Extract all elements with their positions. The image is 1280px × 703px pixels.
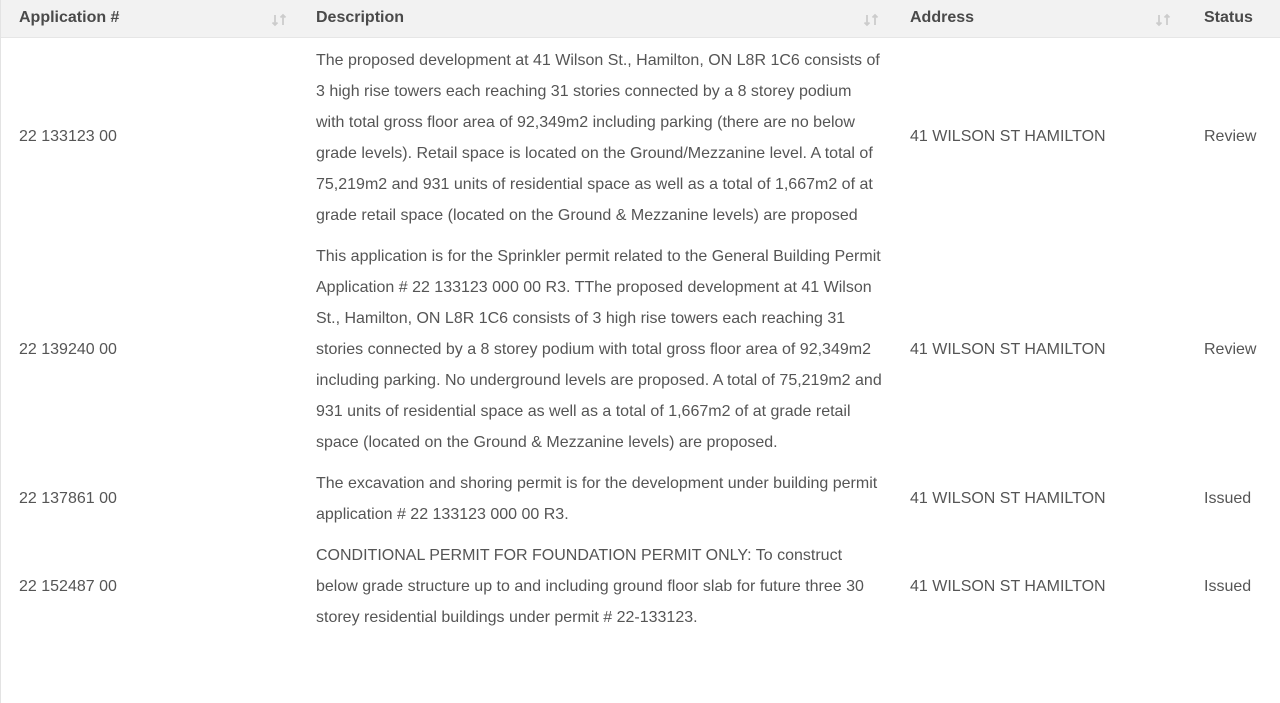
- column-header-label: Description: [316, 9, 405, 27]
- application-number: 22 152487 00: [19, 577, 117, 595]
- application-status: Issued: [1204, 577, 1252, 595]
- table-row[interactable]: [1, 236, 1280, 463]
- application-address: 41 WILSON ST HAMILTON: [910, 577, 1106, 595]
- application-description: The proposed development at 41 Wilson St., Hamilton, ON L8R 1C6 consists of 3 high rise towers each reaching 31 stories connected by a 8 storey podium with total gross floor area of 92,349m2 including parking (there are no below grade levels). Retail space is located on the Ground/Mezzanine level. A total of 75,219m2 and 931 units of residential space as well as a total of 1,667m2 of at grade retail space (located on the Ground & Mezzanine levels) are proposed: [316, 51, 880, 224]
- application-description: The excavation and shoring permit is for the development under building permit application # 22 133123 000 00 R3.: [316, 474, 878, 523]
- sort-arrows-icon[interactable]: [1153, 10, 1173, 30]
- application-status: Review: [1204, 128, 1257, 145]
- table-body: [1, 37, 1280, 638]
- application-address: 41 WILSON ST HAMILTON: [910, 490, 1106, 507]
- table-header: [1, 0, 1280, 37]
- permits-table: [1, 0, 1280, 638]
- table-row[interactable]: [1, 37, 1280, 236]
- application-number: 22 133123 00: [19, 128, 117, 145]
- application-number: 22 139240 00: [19, 340, 117, 358]
- application-address: 41 WILSON ST HAMILTON: [910, 340, 1106, 358]
- column-header-description[interactable]: [298, 0, 892, 37]
- application-description: CONDITIONAL PERMIT FOR FOUNDATION PERMIT ONLY: To construct below grade structure up to and including ground floor slab for future three 30 storey residential buildings under permit # 22-133123.: [316, 546, 864, 626]
- column-header-label: Application #: [19, 9, 120, 27]
- application-number: 22 137861 00: [19, 490, 117, 507]
- application-description: This application is for the Sprinkler permit related to the General Building Permit Application # 22 133123 000 00 R3. TThe proposed development at 41 Wilson St., Hamilton, ON L8R 1C6 consists of 3 high rise towers each reaching 31 stories connected by a 8 storey podium with total gross floor area of 92,349m2 including parking. No underground levels are proposed. A total of 75,219m2 and 931 units of residential space as well as a total of 1,667m2 of at grade retail space (located on the Ground & Mezzanine levels) are proposed.: [316, 247, 882, 451]
- column-header-address[interactable]: [892, 0, 1189, 37]
- sort-arrows-icon[interactable]: [861, 10, 881, 30]
- application-status: Review: [1204, 340, 1257, 358]
- application-status: Issued: [1204, 490, 1252, 507]
- table-row[interactable]: [1, 463, 1280, 535]
- sort-arrows-icon[interactable]: [269, 10, 289, 30]
- table-header-row: [1, 0, 1280, 37]
- column-header-application[interactable]: [1, 0, 298, 37]
- column-header-status[interactable]: [1189, 0, 1280, 37]
- application-address: 41 WILSON ST HAMILTON: [910, 128, 1106, 145]
- table-row[interactable]: [1, 535, 1280, 638]
- column-header-label: Address: [910, 9, 975, 27]
- column-header-label: Status: [1204, 9, 1253, 27]
